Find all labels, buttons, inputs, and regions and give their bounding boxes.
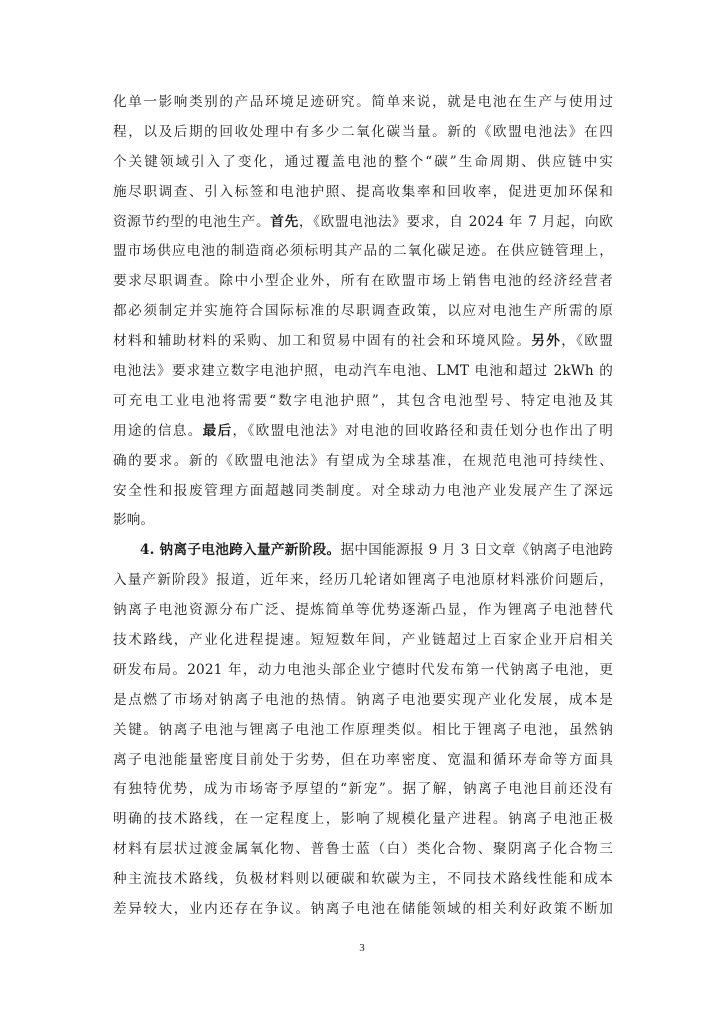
text-line (113, 267, 613, 297)
text-segment: 离子电池能量密度目前处于劣势，但在功率密度、宽温和循环寿命等方面具 (113, 751, 613, 768)
text-line (113, 178, 613, 208)
bold-text-segment: 最后 (202, 422, 233, 439)
text-segment: 可充电工业电池将需要“数字电池护照”，其包含电池型号、特定电池及其 (113, 392, 613, 409)
bold-text-segment: 4. 钠离子电池跨入量产新阶段。 (140, 542, 341, 559)
text-line (113, 775, 613, 805)
text-line (113, 746, 613, 776)
text-segment: 材料和辅助材料的采购、加工和贸易中固有的社会和环境风险。 (113, 333, 532, 350)
text-segment: ，《欧盟 (561, 333, 613, 350)
text-segment: 程，以及后期的回收处理中有多少二氧化碳当量。新的《欧盟电池法》在四 (113, 123, 613, 140)
text-segment: 材料有层状过渡金属氧化物、普鲁士蓝（白）类化合物、聚阴离子化合物三 (113, 841, 613, 858)
text-line (113, 297, 613, 327)
text-segment: 确的要求。新的《欧盟电池法》有望成为全球基准，在规范电池可持续性、 (113, 452, 613, 469)
page-number: 3 (359, 942, 365, 954)
text-line (113, 88, 613, 118)
text-segment: 种主流技术路线，负极材料则以硬碳和软碳为主，不同技术路线性能和成本 (113, 871, 613, 888)
text-line (113, 148, 613, 178)
text-segment: 有独特优势，成为市场寄予厚望的“新宠”。据了解，钠离子电池目前还没有 (113, 781, 613, 798)
text-line (113, 596, 613, 626)
body-text (113, 88, 613, 925)
text-line (113, 686, 613, 716)
text-line (113, 417, 613, 447)
text-line (113, 656, 613, 686)
text-segment: 化单一影响类别的产品环境足迹研究。简单来说，就是电池在生产与使用过 (113, 94, 613, 110)
text-line (113, 327, 613, 357)
text-line (113, 208, 613, 238)
text-segment: 明确的技术路线，在一定程度上，影响了规模化量产进程。钠离子电池正极 (113, 811, 613, 828)
text-segment: 研发布局。2021 年，动力电池头部企业宁德时代发布第一代钠离子电池，更 (113, 661, 613, 678)
text-segment: 施尽职调查、引入标签和电池护照、提高收集率和回收率，促进更加环保和 (113, 183, 613, 200)
text-segment: ，《欧盟电池法》对电池的回收路径和责任划分也作出了明 (232, 422, 613, 439)
text-line (113, 118, 613, 148)
text-line (113, 506, 613, 536)
text-segment: 入量产新阶段》报道，近年来，经历几轮诸如锂离子电池原材料涨价问题后， (113, 572, 613, 589)
text-segment: 个关键领域引入了变化，通过覆盖电池的整个“碳”生命周期、供应链中实 (113, 153, 613, 170)
text-line (113, 447, 613, 477)
text-line (113, 626, 613, 656)
text-segment: 资源节约型的电池生产。 (113, 213, 271, 230)
text-line (113, 835, 613, 865)
text-line (113, 237, 613, 267)
text-segment: 差异较大，业内还存在争议。钠离子电池在储能领域的相关利好政策不断加 (113, 901, 613, 918)
text-segment: 是点燃了市场对钠离子电池的热情。钠离子电池要实现产业化发展，成本是 (113, 691, 613, 708)
text-segment: 电池法》要求建立数字电池护照，电动汽车电池、LMT 电池和超过 2kWh 的 (113, 363, 613, 380)
text-segment: 用途的信息。 (113, 422, 203, 439)
text-segment: 盟市场供应电池的制造商必须标明其产品的二氧化碳足迹。在供应链管理上， (113, 243, 613, 260)
text-segment: 钠离子电池资源分布广泛、提炼简单等优势逐渐凸显，作为锂离子电池替代 (113, 602, 613, 619)
text-line (113, 387, 613, 417)
text-segment: 据中国能源报 9 月 3 日文章《钠离子电池跨 (340, 542, 613, 559)
text-line (113, 566, 613, 596)
text-segment: 都必须制定并实施符合国际标准的尽职调查政策，以应对电池生产所需的原 (113, 303, 613, 320)
text-line (113, 895, 613, 925)
text-segment: 关键。钠离子电池与锂离子电池工作原理类似。相比于锂离子电池，虽然钠 (113, 721, 613, 738)
text-line (113, 716, 613, 746)
text-line (113, 865, 613, 895)
text-segment: ，《欧盟电池法》要求，自 2024 年 7 月起，向欧 (298, 213, 613, 230)
bold-text-segment: 首先 (270, 213, 299, 230)
text-line (113, 357, 613, 387)
bold-text-segment: 另外 (531, 333, 562, 350)
text-segment: 技术路线，产业化进程提速。短短数年间，产业链超过上百家企业开启相关 (113, 632, 613, 649)
text-line (113, 477, 613, 507)
text-segment: 要求尽职调查。除中小型企业外，所有在欧盟市场上销售电池的经济经营者 (113, 273, 613, 290)
text-segment: 安全性和报废管理方面超越同类制度。对全球动力电池产业发展产生了深远 (113, 482, 613, 499)
text-line (113, 805, 613, 835)
text-line (113, 536, 613, 566)
text-segment: 影响。 (113, 512, 155, 529)
